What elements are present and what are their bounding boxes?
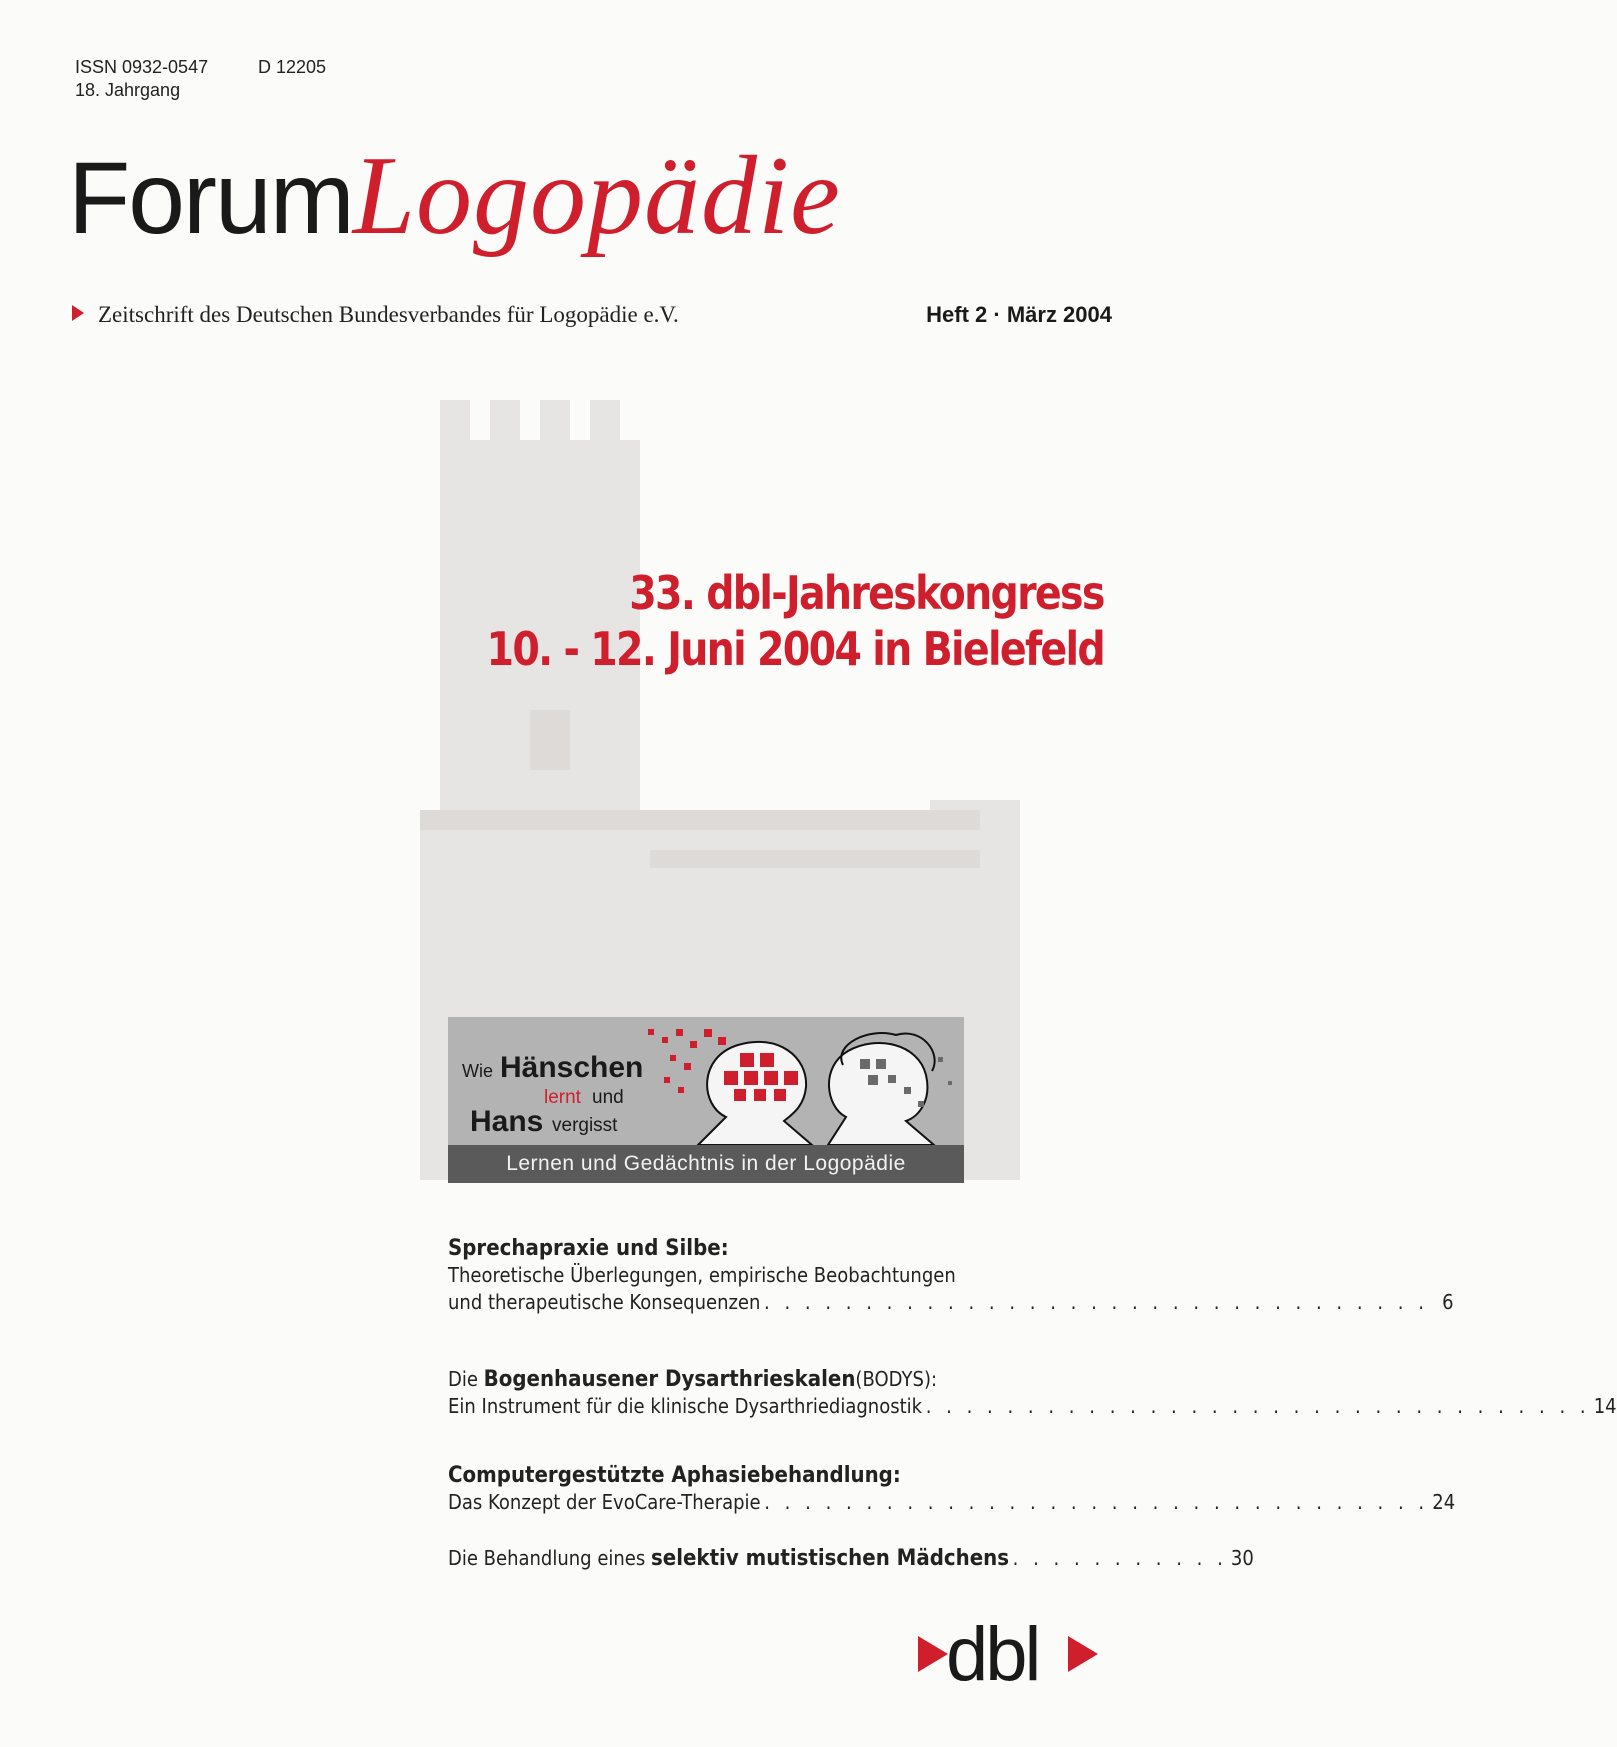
volume: 18. Jahrgang bbox=[75, 80, 181, 100]
toc-entry-line-with-page bbox=[448, 1393, 1617, 1420]
congress-dates: 10. - 12. Juni 2004 in Bielefeld bbox=[486, 622, 1104, 676]
toc-entry-line: Theoretische Überlegungen, empirische Beobachtungen bbox=[448, 1263, 956, 1287]
toc-page-number: 6 bbox=[1442, 1290, 1454, 1314]
toc-entry-line-with-page bbox=[448, 1489, 1456, 1516]
banner-hans: Hans bbox=[470, 1105, 544, 1138]
toc-page-number: 30 bbox=[1230, 1546, 1254, 1570]
toc-entry-1 bbox=[448, 1235, 1454, 1316]
subtitle bbox=[72, 302, 679, 328]
toc-entry-line-with-page bbox=[448, 1545, 1254, 1572]
toc-entry-text: Das Konzept der EvoCare-Therapie bbox=[448, 1490, 761, 1514]
toc-entry-post: (BODYS): bbox=[855, 1367, 938, 1391]
banner-haenschen: Hänschen bbox=[500, 1051, 644, 1084]
toc-entry-title: Sprechapraxie und Silbe: bbox=[448, 1236, 729, 1261]
theme-banner bbox=[448, 1017, 964, 1183]
toc-leader-dots: . . . . . . . . . . . . . . . . . . . . . . . . . . . . . . . . . bbox=[764, 1290, 1429, 1314]
toc-entry-4 bbox=[448, 1545, 1254, 1572]
toc-entry-text: Ein Instrument für die klinische Dysarthriediagnostik bbox=[448, 1394, 923, 1418]
banner-und: und bbox=[592, 1087, 624, 1108]
toc-entry-2 bbox=[448, 1366, 1617, 1420]
toc-entry-pre: Die bbox=[448, 1367, 478, 1391]
play-arrow-icon bbox=[72, 305, 84, 321]
toc-entry-text: und therapeutische Konsequenzen bbox=[448, 1290, 761, 1314]
toc-entry-title bbox=[448, 1366, 1100, 1393]
toc-page-number: 14 bbox=[1593, 1394, 1617, 1418]
logo-text: dbl bbox=[946, 1612, 1039, 1697]
toc-entry-title: Computergestützte Aphasiebehandlung: bbox=[448, 1463, 901, 1488]
banner-strip: Lernen und Gedächtnis in der Logopädie bbox=[448, 1145, 964, 1183]
subtitle-text: Zeitschrift des Deutschen Bundesverbandes für Logopädie e.V. bbox=[98, 302, 679, 327]
toc-leader-dots: . . . . . . . . . . . bbox=[1012, 1546, 1228, 1570]
masthead-logopaedie: Logopädie bbox=[352, 134, 841, 258]
toc-entry-bold: selektiv mutistischen Mädchens bbox=[650, 1546, 1010, 1571]
toc-entry-bold: Bogenhausener Dysarthrieskalen bbox=[483, 1367, 856, 1392]
banner-wie: Wie bbox=[462, 1061, 493, 1081]
masthead bbox=[68, 132, 841, 261]
toc-leader-dots: . . . . . . . . . . . . . . . . . . . . . . . . . . . . . . . . . bbox=[764, 1490, 1429, 1514]
toc-entry-3 bbox=[448, 1462, 1456, 1516]
masthead-forum: Forum bbox=[68, 141, 353, 255]
postal-code: D 12205 bbox=[258, 57, 327, 77]
banner-vergisst: vergisst bbox=[552, 1115, 618, 1136]
toc-entry-pre: Die Behandlung eines bbox=[448, 1546, 651, 1570]
issue-label: Heft 2 · März 2004 bbox=[926, 302, 1112, 327]
banner-lernt: lernt bbox=[544, 1087, 581, 1108]
dbl-logo bbox=[918, 1612, 1108, 1697]
issn: ISSN 0932-0547 bbox=[75, 57, 209, 77]
toc-page-number: 24 bbox=[1432, 1490, 1456, 1514]
logo-arrow-right-icon bbox=[1068, 1636, 1098, 1672]
toc-leader-dots: . . . . . . . . . . . . . . . . . . . . . . . . . . . . . . . . . bbox=[925, 1394, 1591, 1418]
logo-arrow-left-icon bbox=[918, 1636, 948, 1672]
subtitle-row bbox=[72, 302, 1112, 332]
toc-entry-line-with-page bbox=[448, 1289, 1454, 1316]
congress-title: 33. dbl-Jahreskongress bbox=[629, 566, 1104, 620]
